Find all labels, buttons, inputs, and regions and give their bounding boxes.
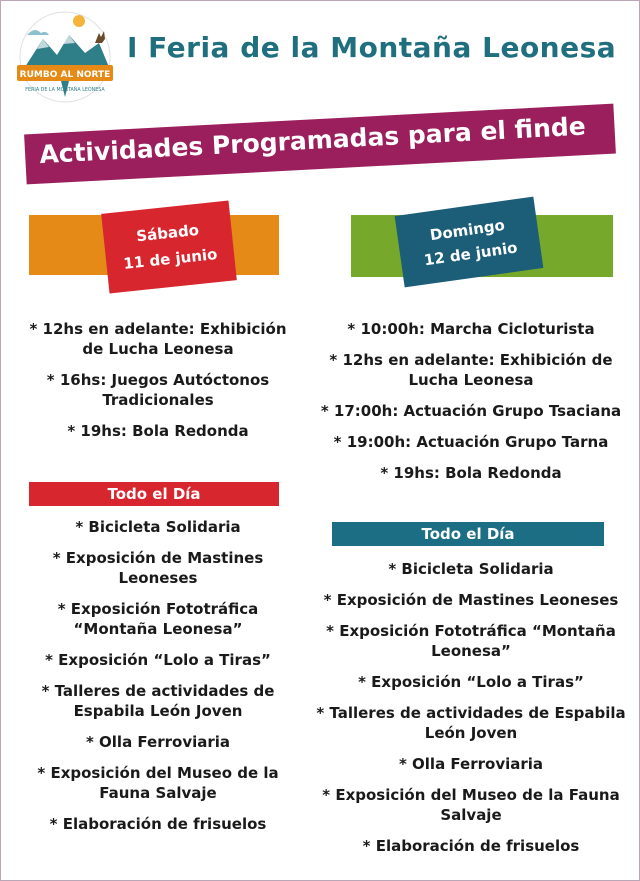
list-item: * Exposición “Lolo a Tiras” [45, 651, 271, 669]
sunday-day: Domingo [428, 215, 506, 245]
page-title: I Feria de la Montaña Leonesa [127, 31, 617, 64]
sunday-all-day-header: Todo el Día [332, 522, 604, 546]
list-item: * Olla Ferroviaria [398, 755, 544, 773]
list-item: * Bicicleta Solidaria [388, 560, 554, 578]
saturday-events [23, 319, 293, 441]
list-item: * 12hs en adelante: Exhibición de Lucha Leonesa [329, 351, 613, 389]
list-item: * 19:00h: Actuación Grupo Tarna [333, 433, 609, 451]
rumbo-al-norte-logo [13, 9, 117, 105]
list-item: * Elaboración de frisuelos [362, 837, 580, 855]
sunday-all-day-list [311, 559, 631, 856]
subtitle-text: Actividades Programadas para el finde [38, 111, 587, 170]
list-item: * Exposición del Museo de la Fauna Salvaje [37, 764, 279, 802]
list-item: * Bicicleta Solidaria [75, 518, 241, 536]
list-item: * 16hs: Juegos Autóctonos Tradicionales [46, 371, 270, 409]
list-item: * Exposición de Mastines Leoneses [52, 549, 264, 587]
list-item: * 19hs: Bola Redonda [67, 422, 249, 440]
list-item: * Exposición Fototráfica “Montaña Leonesa” [57, 600, 259, 638]
sunday-date: 12 de junio [422, 238, 519, 270]
list-item: * Talleres de actividades de Espabila León Joven [316, 704, 626, 742]
saturday-all-day-list [23, 517, 293, 834]
list-item: * Exposición Fototráfica “Montaña Leonesa” [326, 622, 616, 660]
list-item: * Exposición del Museo de la Fauna Salvaje [322, 786, 620, 824]
logo-tagline: FERIA DE LA MONTAÑA LEONESA [25, 88, 105, 93]
list-item: * Elaboración de frisuelos [49, 815, 267, 833]
saturday-all-day-header: Todo el Día [29, 482, 279, 506]
saturday-day: Sábado [135, 220, 200, 246]
list-item: * 19hs: Bola Redonda [380, 464, 562, 482]
list-item: * 12hs en adelante: Exhibición de Lucha Leonesa [29, 320, 287, 358]
list-item: * Exposición “Lolo a Tiras” [358, 673, 584, 691]
list-item: * 17:00h: Actuación Grupo Tsaciana [320, 402, 622, 420]
list-item: * Olla Ferroviaria [85, 733, 231, 751]
list-item: * 10:00h: Marcha Cicloturista [347, 320, 595, 338]
sunday-events [311, 319, 631, 483]
saturday-date: 11 de junio [122, 245, 219, 273]
list-item: * Talleres de actividades de Espabila León Joven [41, 682, 275, 720]
list-item: * Exposición de Mastines Leoneses [323, 591, 619, 609]
logo-name: RUMBO AL NORTE [19, 70, 111, 80]
